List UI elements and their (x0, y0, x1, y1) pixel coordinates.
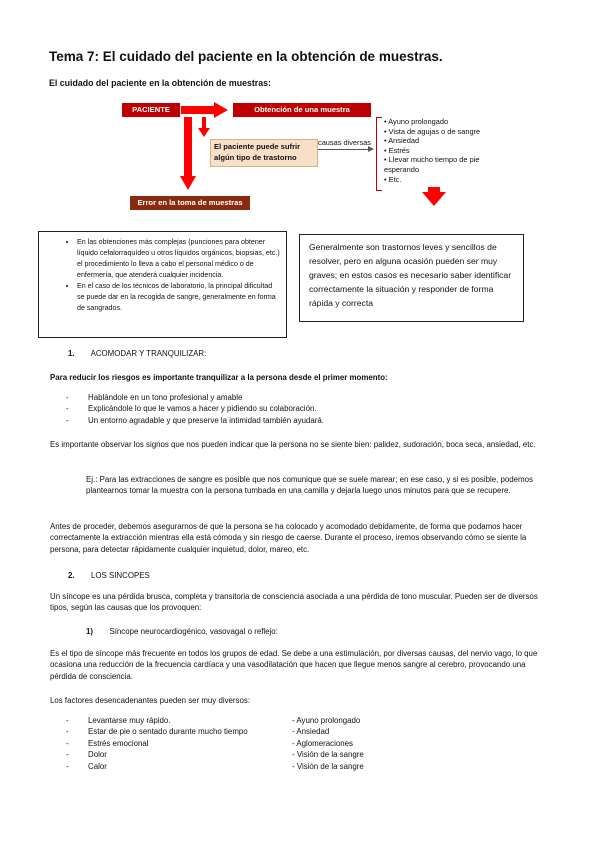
info-item: • En las obtenciones más complejas (punciones para obtener líquido cefalorraquídeo u otros líquidos orgánicos, biopsias, etc.) el procedimiento lo lleva a cabo el personal médico o de enfermería, que atenderá cualquier incidencia. (77, 237, 280, 281)
page-title: Tema 7: El cuidado del paciente en la obtención de muestras. (49, 49, 443, 64)
arrow-down-head (180, 176, 196, 190)
list-item: - Hablándole en un tono profesional y amable (66, 393, 243, 402)
puede-sufrir-box: El paciente puede sufrir algún tipo de trastorno (210, 139, 318, 167)
section1-list (66, 392, 324, 426)
factors-right-list (292, 715, 364, 772)
section2-para2: Es el tipo de síncope más frecuente en todos los grupos de edad. Se debe a una estimulación, por diversas causas, del nervio vago, lo que ocasiona una reducción de la frecuencia cardíaca y una vasodilatación que hacen que llegue menos sangre al cerebro, provocando una pérdida de consciencia. (50, 649, 538, 681)
list-item: - Levantarse muy rápido. (66, 716, 171, 725)
causas-arrow-head (368, 146, 374, 152)
list-item: - Dolor (66, 750, 107, 760)
causa-item: • Llevar mucho tiempo de pie esperando (384, 155, 480, 174)
causa-item: • Vista de agujas o de sangre (384, 126, 481, 136)
list-item: - Estar de pie o sentado durante mucho tiempo (66, 727, 248, 737)
subsection-number: 1) (86, 627, 94, 636)
list-item: - Visión de la sangre (292, 761, 364, 771)
section1-intro: Para reducir los riesgos es importante tranquilizar a la persona desde el primer momento: (50, 373, 388, 382)
list-item: - Ansiedad (292, 727, 330, 737)
section2-para1: Un síncope es una pérdida brusca, completa y transitoria de consciencia asociada a una pérdida de tono muscular. Pueden ser de diversos tipos, según las causas que los provoquen: (50, 592, 538, 613)
subsection-title: Síncope neurocardiogénico, vasovagal o reflejo: (109, 627, 278, 636)
big-arrow-head (422, 192, 446, 206)
list-item: - Explicándole lo que le vamos a hacer y pidiendo su colaboración. (66, 404, 317, 414)
section1-heading (68, 348, 206, 359)
list-item: - Aglomeraciones (292, 738, 353, 748)
info-item: • En el caso de los técnicos de laboratorio, la principal dificultad se puede dar en la recogida de sangre, generalmente en forma de sangrados. (77, 281, 280, 314)
arrow-right-head (214, 102, 228, 118)
causa-item: • Etc. (384, 174, 402, 184)
paciente-box: PACIENTE (122, 103, 180, 117)
section1-example: Ej.: Para las extracciones de sangre es posible que nos comunique que se suele marear; en ese caso, y si es posible, podemos plantearnos tomar la muestra con la persona tumbada en una camilla y dejarla luego unos minutos para que se recupere. (86, 475, 533, 496)
obtencion-box: Obtención de una muestra (233, 103, 371, 117)
factors-intro: Los factores desencadenantes pueden ser muy diversos: (50, 696, 251, 705)
arrow-down-shaft (184, 117, 192, 177)
section1-para2: Antes de proceder, debemos asegurarnos de que la persona se ha colocado y acomodado debidamente, de forma que podamos hacer correctamente la extracción mientras ella está cómoda y sin riesgo de caerse. Durante el proceso, iremos observando cómo se siente la persona, para detectar rápidamente cualquier inquietud, dolor, mareo, etc. (50, 522, 527, 554)
error-box: Error en la toma de muestras (130, 196, 250, 210)
list-item: - Estrés emocional (66, 738, 149, 748)
info-box-left (38, 231, 287, 338)
list-item: - Un entorno agradable y que preserve la intimidad también ayudará. (66, 415, 324, 425)
section2-heading (68, 570, 150, 581)
list-item: - Ayuno prolongado (292, 716, 361, 725)
section2-subheading (86, 626, 278, 637)
factors-left-list (66, 715, 248, 772)
section1-para1: Es importante observar los signos que nos pueden indicar que la persona no se siente bien: palidez, sudoración, boca seca, ansiedad, etc. (50, 440, 536, 449)
arrow-small-head (198, 128, 210, 137)
section2-number: 2. (68, 571, 75, 580)
causas-list (384, 117, 494, 184)
causa-item: • Ansiedad (384, 136, 420, 146)
info-box-right: Generalmente son trastornos leves y sencillos de resolver, pero en alguna ocasión pueden ser muy graves; en estos casos es necesario saber identificar correctamente la situación y responder de forma rápida y correcta (299, 234, 524, 322)
arrow-right-shaft (181, 106, 215, 114)
section1-title: ACOMODAR Y TRANQUILIZAR: (90, 349, 207, 358)
section1-number: 1. (68, 349, 75, 358)
section-subtitle: El cuidado del paciente en la obtención de muestras: (49, 78, 271, 88)
section2-title: LOS SINCOPES (91, 571, 150, 580)
causas-arrow-line (318, 149, 370, 150)
causas-label: causas diversas (318, 138, 371, 147)
causa-item: • Ayuno prolongado (384, 117, 449, 126)
list-item: - Visión de la sangre (292, 750, 364, 760)
list-item: - Calor (66, 761, 107, 771)
causa-item: • Estrés (384, 145, 410, 155)
causas-bracket (376, 117, 382, 191)
